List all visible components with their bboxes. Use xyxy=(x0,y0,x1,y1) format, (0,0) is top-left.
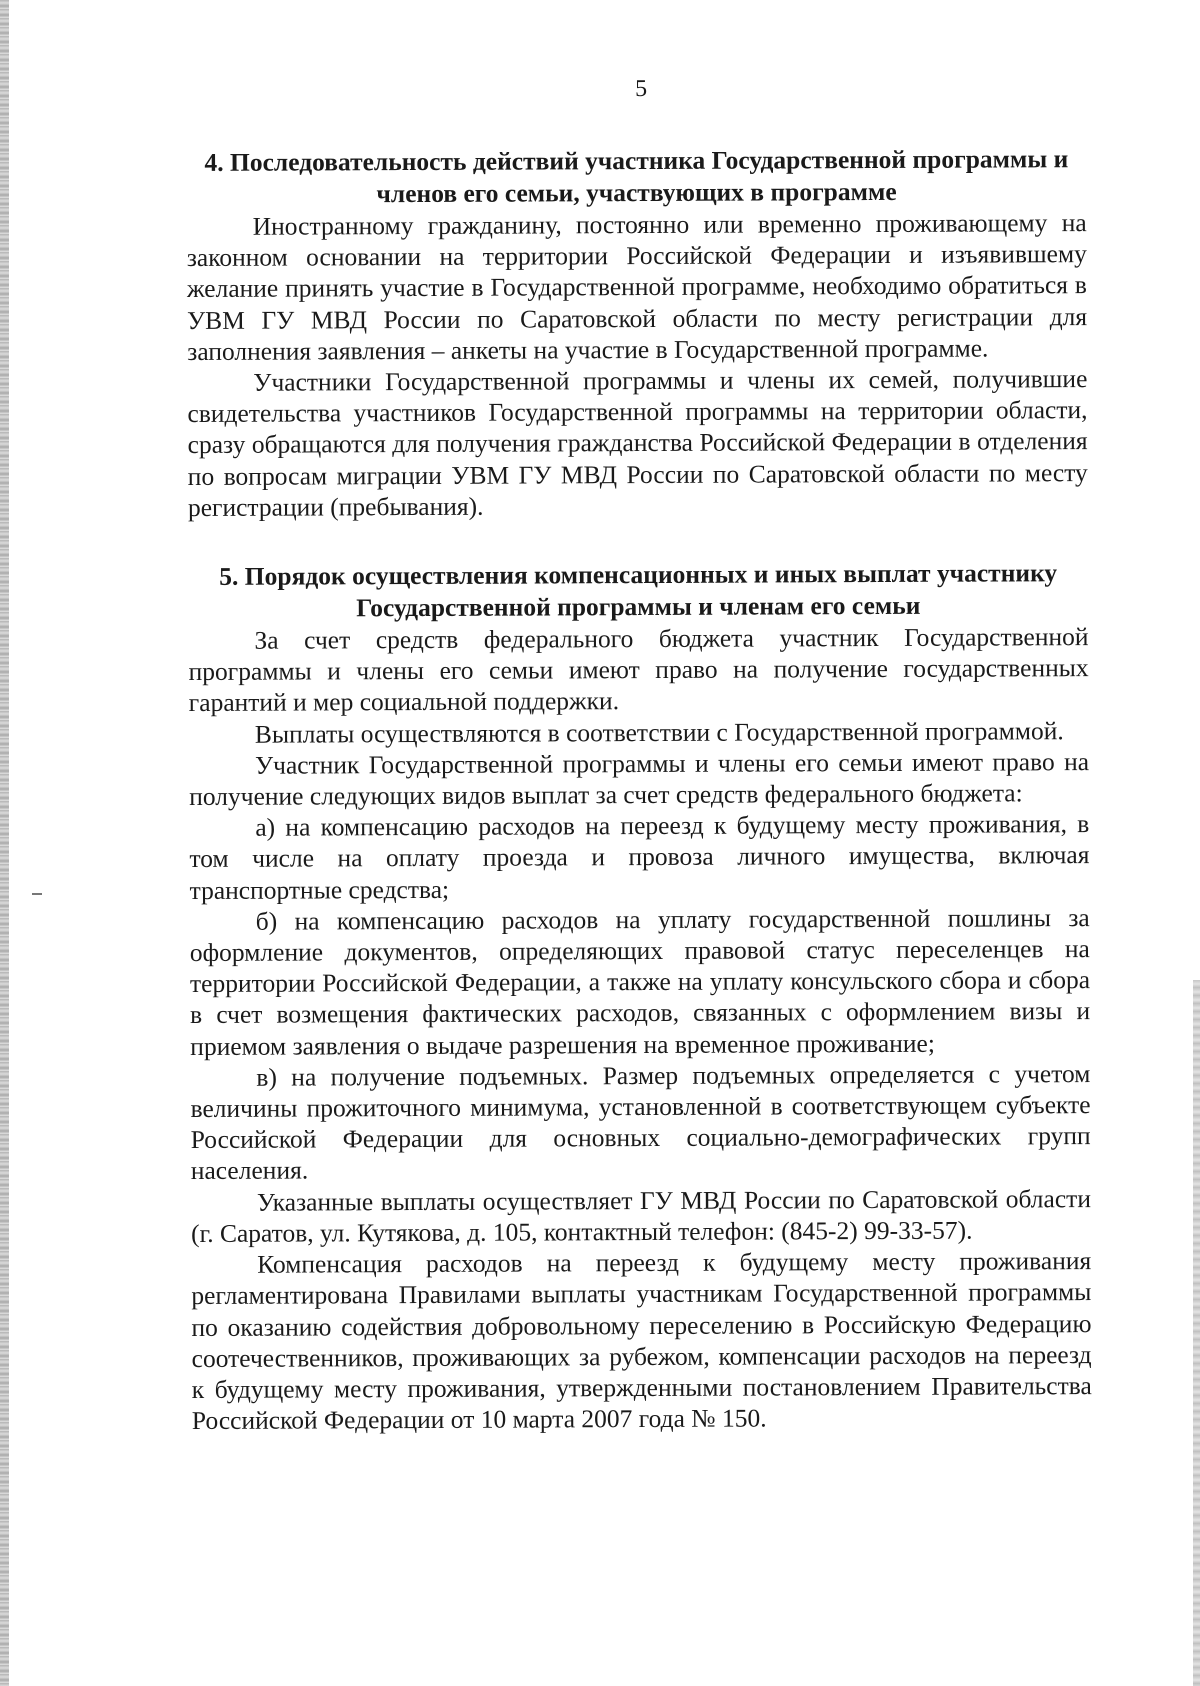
section-4-paragraph-1: Иностранному гражданину, постоянно или временно проживающему на законном основании на территории Российской Федерации и изъявившему желание принять участие в Государственной программе, необходимо обратиться в УВМ ГУ МВД России по Саратовской области по месту регистрации для заполнения заявления – анкеты на участие в Государственной программе. xyxy=(186,208,1088,366)
scan-edge-right xyxy=(1193,980,1200,1686)
section-4 xyxy=(186,143,1088,523)
page-number: 5 xyxy=(635,75,648,103)
scan-edge-left xyxy=(0,0,9,1686)
section-5 xyxy=(188,557,1092,1436)
document-page xyxy=(186,66,1092,1436)
section-4-paragraph-2: Участники Государственной программы и члены их семей, получившие свидетельства участников Государственной программы на территории области, сразу обращаются для получения гражданства Российской Федерации в отделения по вопросам миграции УВМ ГУ МВД России по Саратовской области по месту регистрации (пребывания). xyxy=(187,364,1088,522)
section-5-heading: 5. Порядок осуществления компенсационных и иных выплат участнику Государственной программы и членам его семьи xyxy=(219,558,1058,623)
section-5-paragraph-3: Участник Государственной программы и члены его семьи имеют право на получение следующих видов выплат за счет средств федерального бюджета: xyxy=(189,746,1090,812)
section-gap xyxy=(188,519,1088,561)
section-4-heading: 4. Последовательность действий участника Государственной программы и членов его семьи, участвующих в программе xyxy=(204,144,1069,209)
section-5-item-v: в) на получение подъемных. Размер подъемных определяется с учетом величины прожиточного минимума, установленной в соответствующем субъекте Российской Федерации для основных социально-демографических групп населения. xyxy=(190,1058,1091,1186)
section-5-paragraph-1: За счет средств федерального бюджета участник Государственной программы и члены его семьи имеют право на получение государственных гарантий и мер социальной поддержки. xyxy=(188,622,1089,718)
section-5-paragraph-rules: Компенсация расходов на переезд к будущему месту проживания регламентирована Правилами выплаты участникам Государственной программы по оказанию содействия добровольному переселению в Российскую Федерацию соотечественников, проживающих за рубежом, компенсации расходов на переезд к будущему месту проживания, утвержденными постановлением Правительства Российской Федерации от 10 марта 2007 года № 150. xyxy=(191,1246,1092,1436)
stray-mark xyxy=(32,893,42,895)
section-5-paragraph-2: Выплаты осуществляются в соответствии с Государственной программой. xyxy=(254,715,1064,749)
section-5-item-b: б) на компенсацию расходов на уплату государственной пошлины за оформление документов, определяющих правовой статус переселенцев на территории Российской Федерации, а также на уплату консульского сбора и сбора в счет возмещения фактических расходов, связанных с оформлением визы и приемом заявления о выдаче разрешения на временное проживание; xyxy=(189,902,1091,1061)
section-5-paragraph-contacts: Указанные выплаты осуществляет ГУ МВД России по Саратовской области (г. Саратов, ул. Кутякова, д. 105, контактный телефон: (845-2) 99-33-57). xyxy=(191,1183,1091,1248)
section-5-item-a: а) на компенсацию расходов на переезд к будущему месту проживания, в том числе на оплату проезда и провоза личного имущества, включая транспортные средства; xyxy=(189,809,1090,905)
